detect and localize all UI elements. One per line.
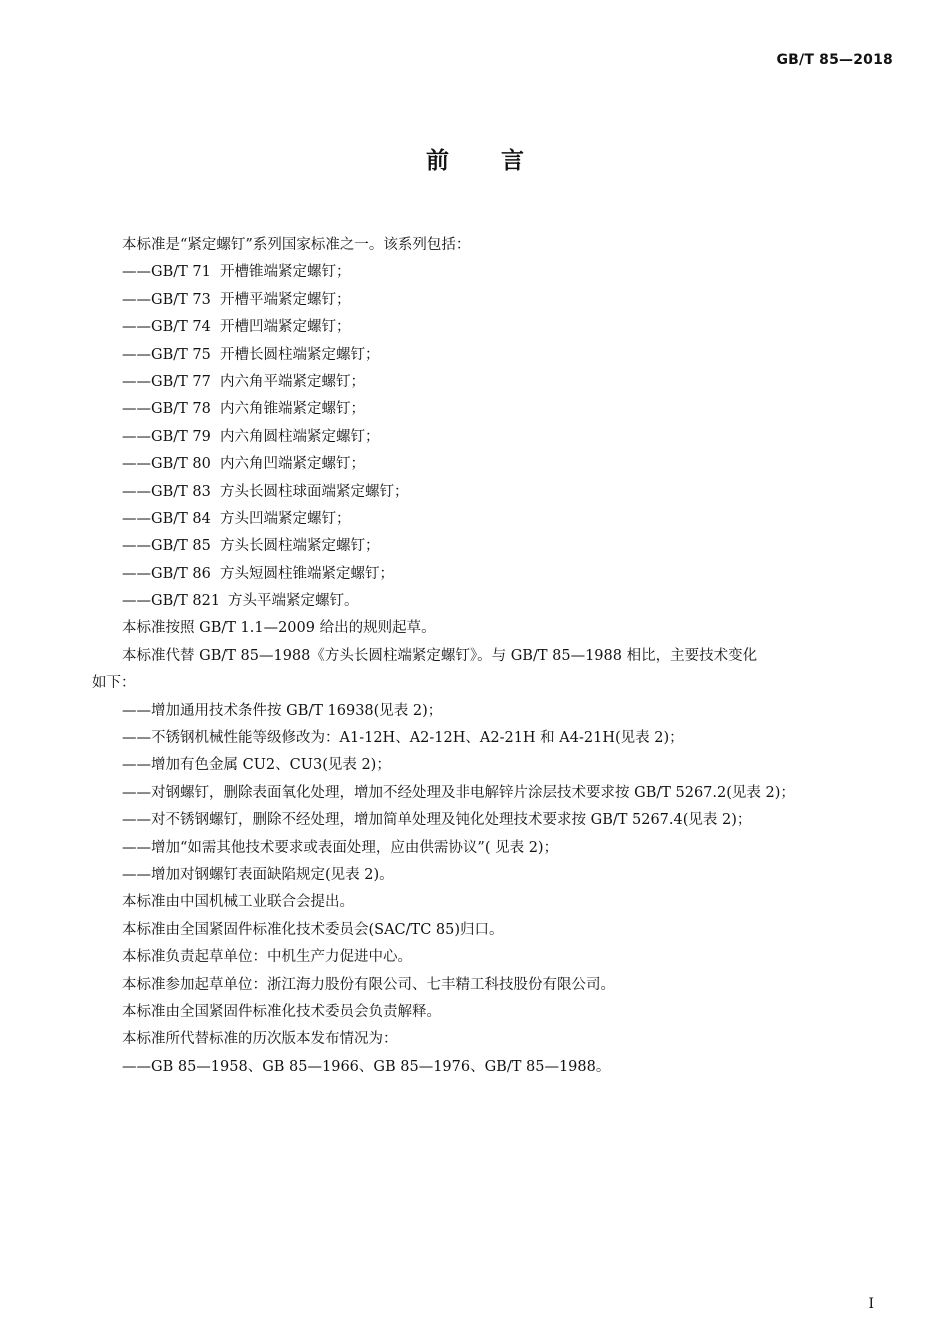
list-item: ——增加对钢螺钉表面缺陷规定(见表 2)。 — [122, 867, 394, 883]
list-item — [92, 588, 900, 615]
interpretation-paragraph: 本标准由全国紧固件标准化技术委员会负责解释。 — [122, 1003, 441, 1020]
list-item: ——不锈钢机械性能等级修改为：A1-12H、A2-12H、A2-21H 和 A4-21H(见表 2)； — [122, 730, 684, 747]
replaces-paragraph: 本标准代替 GB/T 85—1988《方头长圆柱端紧定螺钉》。与 GB/T 85—1988 相比，主要技术变化 — [122, 647, 758, 664]
series-name: 方头平端紧定螺钉。 — [228, 593, 359, 610]
intro-paragraph: 本标准是“紧定螺钉”系列国家标准之一。该系列包括： — [122, 237, 471, 253]
series-code: ——GB/T 75 — [122, 346, 211, 363]
list-item: ——增加“如需其他技术要求或表面处理，应由供需协议”( 见表 2)； — [122, 839, 559, 856]
list-item — [92, 342, 900, 369]
series-name: 开槽锥端紧定螺钉； — [220, 264, 351, 281]
series-code: ——GB/T 79 — [122, 428, 211, 445]
list-item — [92, 287, 900, 314]
proposed-by-paragraph: 本标准由中国机械工业联合会提出。 — [122, 894, 354, 911]
list-item: ——增加通用技术条件按 GB/T 16938(见表 2)； — [122, 702, 443, 719]
series-name: 内六角平端紧定螺钉； — [220, 373, 365, 390]
series-code: ——GB/T 821 — [122, 593, 221, 610]
centralized-by-paragraph: 本标准由全国紧固件标准化技术委员会(SAC/TC 85)归口。 — [122, 921, 504, 938]
document-body — [92, 232, 900, 1081]
list-item — [92, 533, 900, 560]
list-item: ——对钢螺钉，删除表面氧化处理，增加不经处理及非电解锌片涂层技术要求按 GB/T 5267.2(见表 2)； — [122, 784, 795, 801]
list-item: ——对不锈钢螺钉，删除不经处理，增加简单处理及钝化处理技术要求按 GB/T 5267.4(见表 2)； — [122, 812, 752, 829]
list-item — [92, 424, 900, 451]
list-item — [92, 479, 900, 506]
series-name: 内六角锥端紧定螺钉； — [220, 401, 365, 418]
series-code: ——GB/T 78 — [122, 401, 211, 418]
series-name: 方头凹端紧定螺钉； — [220, 510, 351, 527]
participants-paragraph: 本标准参加起草单位：浙江海力股份有限公司、七丰精工科技股份有限公司。 — [122, 976, 615, 993]
series-name: 方头长圆柱端紧定螺钉； — [220, 538, 380, 555]
drafter-paragraph: 本标准负责起草单位：中机生产力促进中心。 — [122, 949, 412, 966]
standard-code-header: GB/T 85—2018 — [776, 52, 893, 68]
replaces-paragraph-continuation: 如下： — [92, 675, 136, 692]
series-name: 开槽平端紧定螺钉； — [220, 291, 351, 308]
drafting-rules-paragraph: 本标准按照 GB/T 1.1—2009 给出的规则起草。 — [122, 620, 436, 637]
list-item — [92, 314, 900, 341]
series-name: 内六角凹端紧定螺钉； — [220, 456, 365, 473]
list-item — [92, 561, 900, 588]
series-name: 方头短圆柱锥端紧定螺钉； — [220, 565, 394, 582]
page-title: 前言 — [426, 148, 576, 174]
history-intro-paragraph: 本标准所代替标准的历次版本发布情况为： — [122, 1031, 398, 1048]
series-name: 开槽凹端紧定螺钉； — [220, 319, 351, 336]
series-code: ——GB/T 77 — [122, 373, 211, 390]
page-number: I — [868, 1296, 874, 1312]
series-name: 开槽长圆柱端紧定螺钉； — [220, 346, 380, 363]
series-name: 方头长圆柱球面端紧定螺钉； — [220, 483, 409, 500]
list-item — [92, 396, 900, 423]
series-code: ——GB/T 85 — [122, 538, 211, 555]
series-code: ——GB/T 84 — [122, 510, 211, 527]
series-code: ——GB/T 71 — [122, 264, 211, 281]
series-list — [92, 259, 900, 615]
list-item — [92, 259, 900, 286]
list-item — [92, 369, 900, 396]
series-code: ——GB/T 73 — [122, 291, 211, 308]
changes-list — [92, 698, 900, 890]
history-list-item: ——GB 85—1958、GB 85—1966、GB 85—1976、GB/T 85—1988。 — [122, 1058, 611, 1075]
list-item — [92, 451, 900, 478]
series-code: ——GB/T 74 — [122, 319, 211, 336]
series-name: 内六角圆柱端紧定螺钉； — [220, 428, 380, 445]
series-code: ——GB/T 83 — [122, 483, 211, 500]
series-code: ——GB/T 86 — [122, 565, 211, 582]
list-item: ——增加有色金属 CU2、CU3(见表 2)； — [122, 757, 391, 774]
list-item — [92, 506, 900, 533]
series-code: ——GB/T 80 — [122, 456, 211, 473]
